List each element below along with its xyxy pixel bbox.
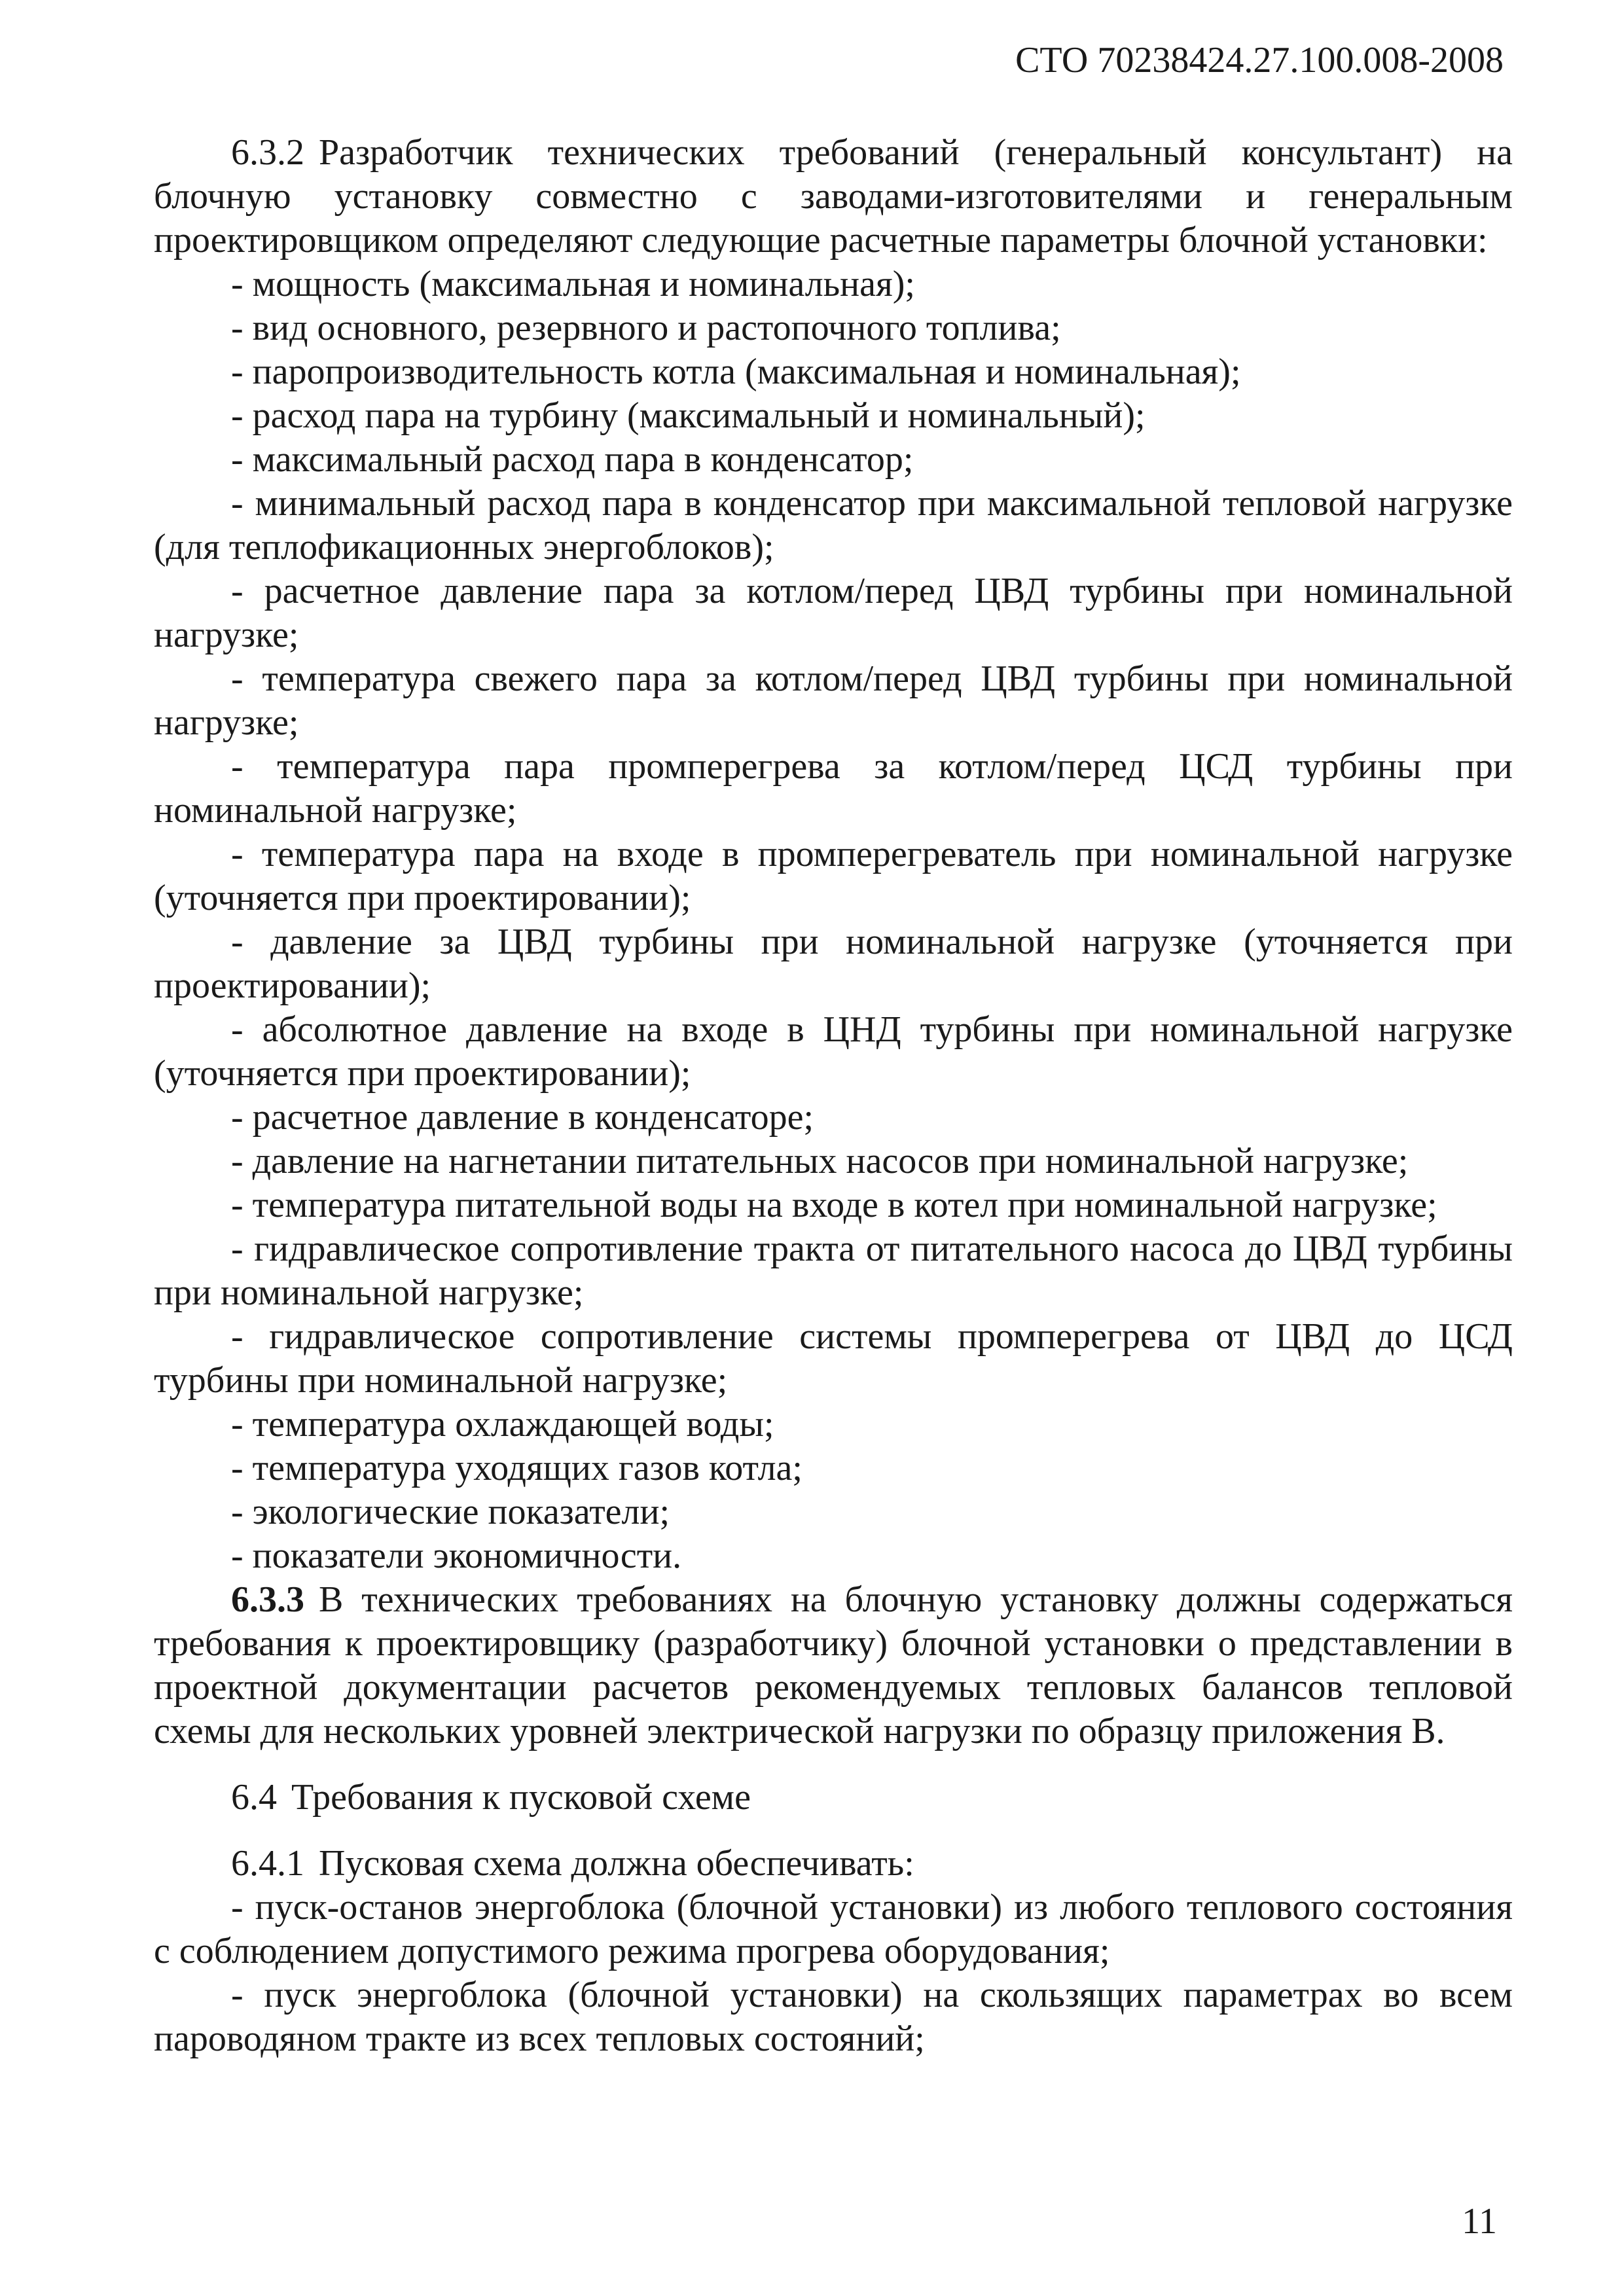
section-title: Требования к пусковой схеме — [291, 1777, 751, 1818]
paragraph-6-3-2 — [154, 131, 1513, 262]
clause-text: Пусковая схема должна обеспечивать: — [319, 1843, 914, 1884]
list-item: - расчетное давление в конденсаторе; — [231, 1097, 814, 1138]
document-code-header: СТО 70238424.27.100.008-2008 — [1015, 40, 1504, 81]
page-number: 11 — [1462, 2201, 1497, 2242]
section-heading-6-4 — [154, 1776, 1513, 1820]
list-item: - расход пара на турбину (максимальный и номинальный); — [231, 395, 1146, 436]
list-item: - температура пара промперегрева за котлом/перед ЦСД турбины при номинальной нагрузке; — [154, 746, 1513, 831]
clause-number: 6.3.3 — [231, 1579, 304, 1620]
clause-number: 6.3.2 — [231, 132, 304, 173]
list-item: - температура охлаждающей воды; — [231, 1404, 774, 1444]
list-item: - показатели экономичности. — [231, 1535, 682, 1576]
list-item: - температура свежего пара за котлом/перед ЦВД турбины при номинальной нагрузке; — [154, 658, 1513, 743]
list-item: - гидравлическое сопротивление тракта от питательного насоса до ЦВД турбины при номинальной нагрузке; — [154, 1229, 1513, 1313]
list-item: - максимальный расход пара в конденсатор; — [231, 439, 914, 480]
section-number: 6.4 — [231, 1777, 277, 1818]
list-item: - пуск энергоблока (блочной установки) на скользящих параметрах во всем пароводяном тракте из всех тепловых состояний; — [154, 1975, 1513, 2059]
list-item: - вид основного, резервного и растопочного топлива; — [231, 308, 1061, 348]
page-content — [154, 131, 1513, 2061]
list-item: - расчетное давление пара за котлом/перед ЦВД турбины при номинальной нагрузке; — [154, 571, 1513, 655]
list-item: - пуск-останов энергоблока (блочной установки) из любого теплового состояния с соблюдением допустимого режима прогрева оборудования; — [154, 1887, 1513, 1971]
clause-text: Разработчик технических требований (генеральный консультант) на блочную установку совместно с заводами-изготовителями и генеральным проектировщиком определяют следующие расчетные параметры блочной установки: — [154, 132, 1513, 260]
list-item: - давление за ЦВД турбины при номинальной нагрузке (уточняется при проектировании); — [154, 922, 1513, 1006]
list-item: - паропроизводительность котла (максимальная и номинальная); — [231, 351, 1241, 392]
list-item: - абсолютное давление на входе в ЦНД турбины при номинальной нагрузке (уточняется при проектировании); — [154, 1009, 1513, 1094]
list-item: - температура питательной воды на входе в котел при номинальной нагрузке; — [231, 1185, 1437, 1225]
list-item: - температура пара на входе в промперегреватель при номинальной нагрузке (уточняется при проектировании); — [154, 834, 1513, 918]
list-item: - мощность (максимальная и номинальная); — [231, 264, 915, 304]
clause-text: В технических требованиях на блочную установку должны содержаться требования к проектировщику (разработчику) блочной установки о представлении в проектной документации расчетов рекомендуемых тепловых балансов тепловой схемы для нескольких уровней электрической нагрузки по образцу приложения В. — [154, 1579, 1513, 1751]
list-item: - экологические показатели; — [231, 1492, 670, 1532]
list-item: - гидравлическое сопротивление системы промперегрева от ЦВД до ЦСД турбины при номинальной нагрузке; — [154, 1316, 1513, 1401]
paragraph-6-4-1 — [154, 1842, 1513, 1886]
list-item: - давление на нагнетании питательных насосов при номинальной нагрузке; — [231, 1141, 1409, 1181]
paragraph-6-3-3 — [154, 1578, 1513, 1753]
list-item: - температура уходящих газов котла; — [231, 1448, 803, 1488]
clause-number: 6.4.1 — [231, 1843, 304, 1884]
list-item: - минимальный расход пара в конденсатор при максимальной тепловой нагрузке (для теплофикационных энергоблоков); — [154, 483, 1513, 567]
